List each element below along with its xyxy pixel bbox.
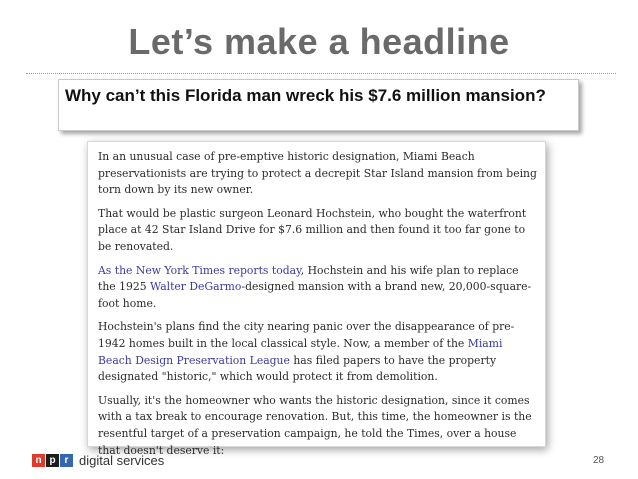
article-paragraph-3 <box>98 263 539 313</box>
article-paragraph-4-text-2: has filed papers to have the property designated "historic," which would protect it from demolition. <box>98 353 497 384</box>
article-paragraph-3-text-1: , Hochstein and his wife plan to replace the 1925 <box>98 263 519 294</box>
article-paragraph-5: Usually, it's the homeowner who wants the historic designation, since it comes with a tax break to encourage renovation. But, this time, the homeowner is the resentful target of a preservation campaign, he told the Times, over a house that doesn't deserve it: <box>98 393 532 457</box>
slide-title: Let’s make a headline <box>128 21 510 62</box>
npr-logo-p: p <box>46 454 59 467</box>
article-paragraph-3-text-2: -designed mansion with a brand new, 20,000-square-foot home. <box>98 280 532 310</box>
article-excerpt <box>87 141 546 457</box>
nyt-report-link[interactable]: As the New York Times reports today <box>98 263 301 277</box>
page-number: 28 <box>593 455 605 466</box>
article-paragraph-4 <box>98 319 539 385</box>
npr-logo-n: n <box>32 454 45 467</box>
walter-degarmo-link[interactable]: Walter DeGarmo <box>150 280 242 294</box>
headline-box <box>58 79 579 131</box>
design-preservation-league-link[interactable]: Miami Beach Design Preservation League <box>98 336 503 367</box>
brand-text: digital services <box>79 453 165 468</box>
article-paragraph-1: In an unusual case of pre-emptive historic designation, Miami Beach preservationists are trying to protect a decrepit Star Island mansion from being torn down by its new owner. <box>98 150 537 197</box>
npr-digital-services-logo <box>32 454 164 467</box>
article-paragraph-4-text-1: Hochstein's plans find the city nearing panic over the disappearance of pre-1942 homes built in the local classical style. Now, a member of the <box>98 320 515 350</box>
npr-logo-r: r <box>60 454 73 467</box>
headline-text: Why can’t this Florida man wreck his $7.6 million mansion? <box>65 86 546 105</box>
title-divider <box>26 73 616 74</box>
article-paragraph-2: That would be plastic surgeon Leonard Hochstein, who bought the waterfront place at 42 Star Island Drive for $7.6 million and then found it too far gone to be renovated. <box>98 206 527 253</box>
